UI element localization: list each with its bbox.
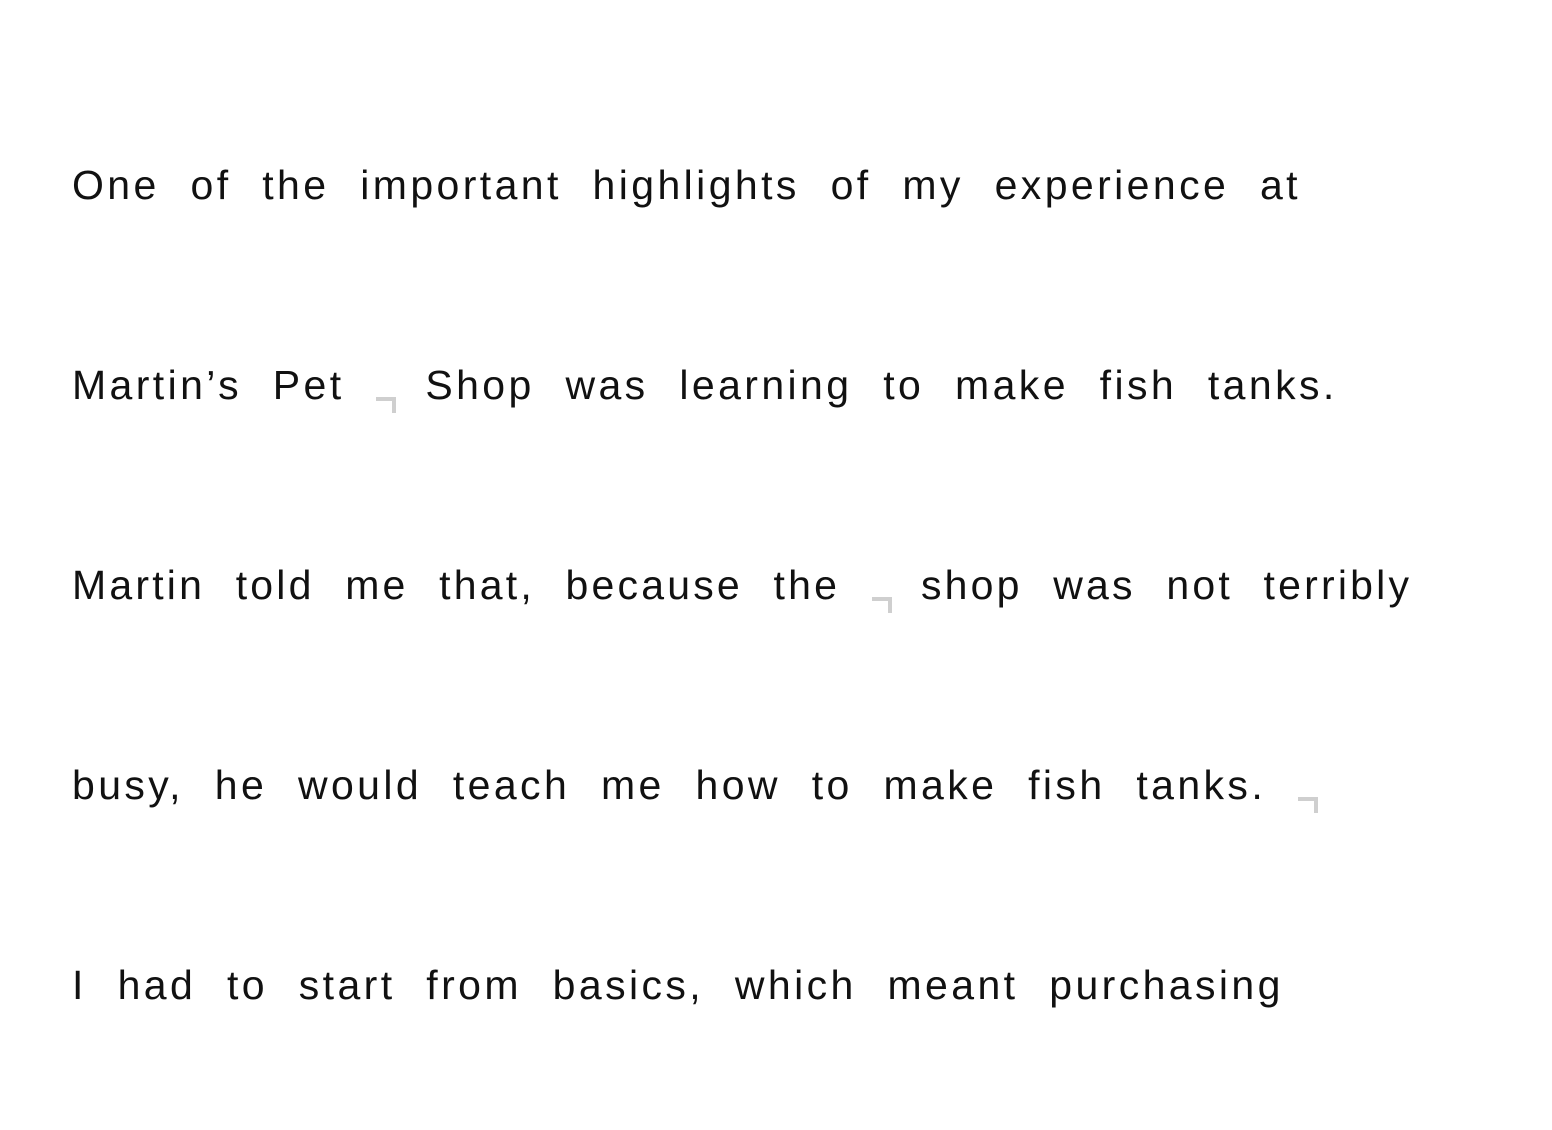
line-break-marker-icon [1296, 789, 1318, 819]
line-3-text-a: Martin told me that, because the [72, 562, 841, 608]
line-3-text-b: shop was not terribly [920, 562, 1413, 608]
line-break-marker-icon [374, 389, 396, 419]
line-4-text: busy, he would teach me how to make fish tanks. [72, 762, 1267, 808]
line-2-text-a: Martin’s Pet [72, 362, 345, 408]
line-break-marker-icon [870, 589, 892, 619]
line-5-text: I had to start from basics, which meant purchasing [72, 962, 1284, 1008]
line-2-text-b: Shop was learning to make fish tanks. [425, 362, 1338, 408]
text-line-4 [72, 760, 1320, 819]
text-line-2 [72, 360, 1338, 419]
text-line-3 [72, 560, 1412, 619]
text-line-5 [72, 960, 1284, 1010]
text-line-1 [72, 160, 1301, 210]
line-1-text: One of the important highlights of my experience at [72, 162, 1301, 208]
